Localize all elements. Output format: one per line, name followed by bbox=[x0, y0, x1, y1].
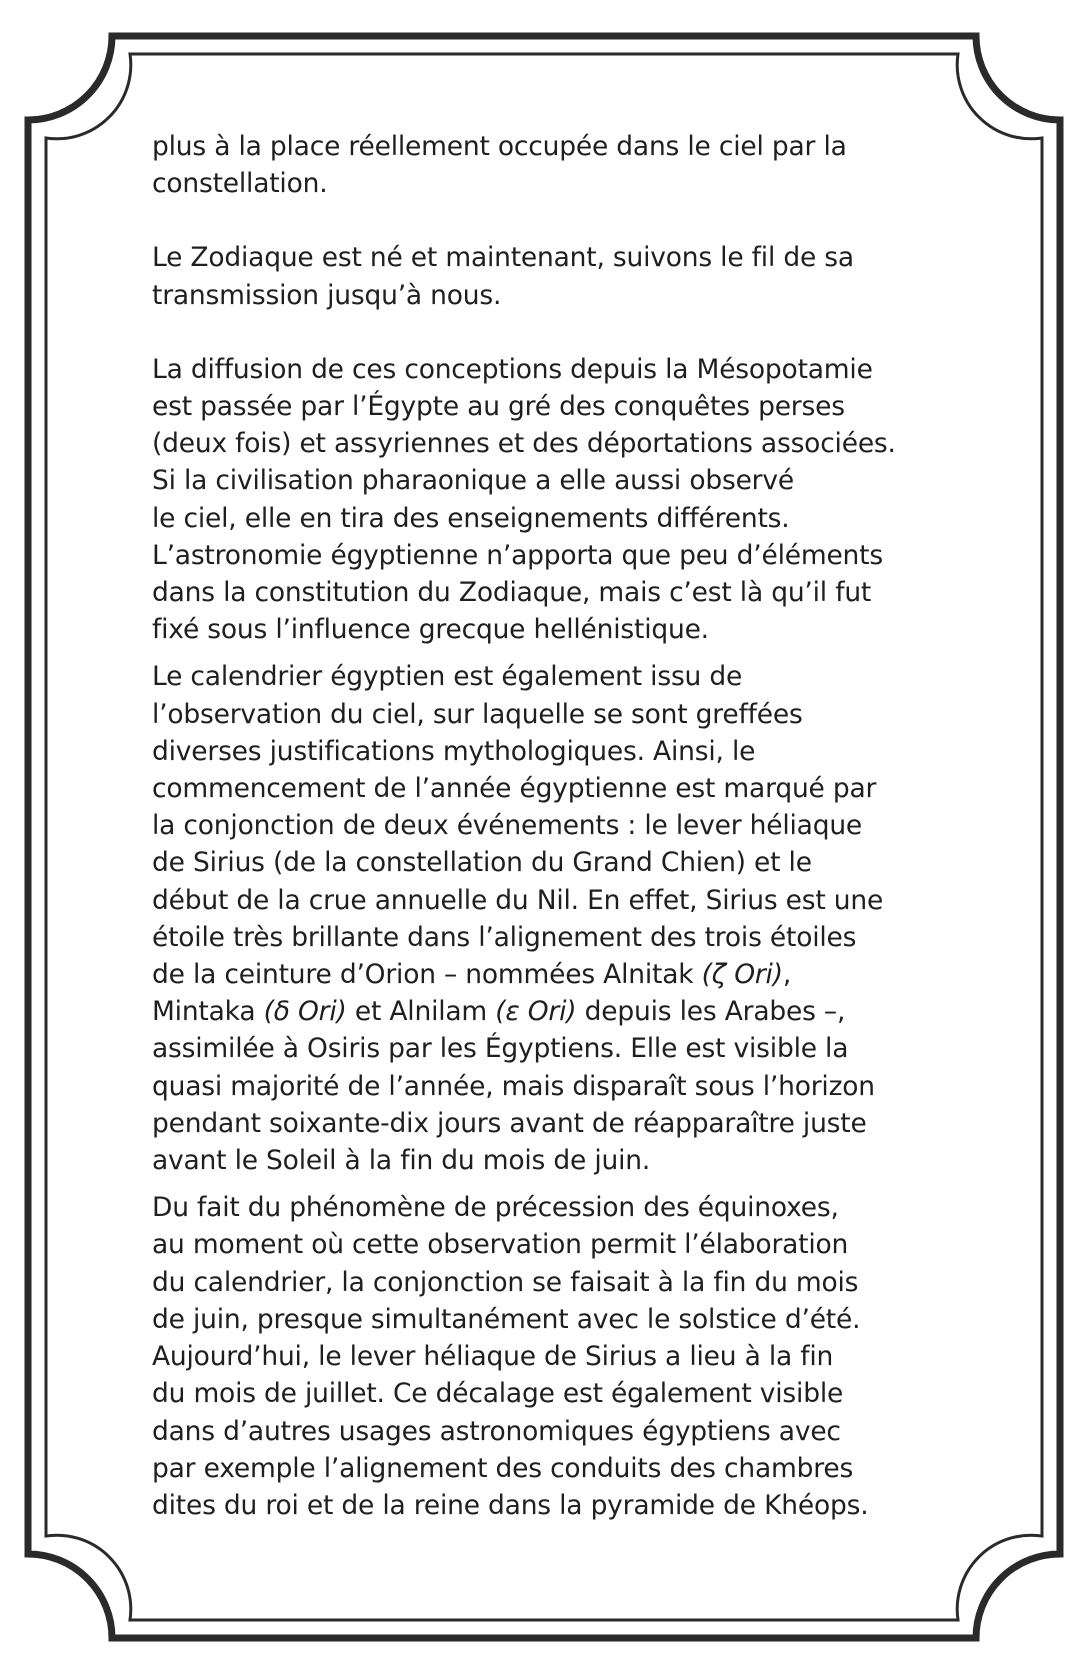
text-line: Si la civilisation pharaonique a elle aussi observé bbox=[152, 465, 794, 497]
text-line: début de la crue annuelle du Nil. En effet, Sirius est une bbox=[152, 884, 884, 916]
star-designation: (ζ Ori) bbox=[701, 959, 783, 991]
text-line: constellation. bbox=[152, 168, 328, 200]
text-body bbox=[152, 128, 932, 1524]
text-run: de la ceinture d’Orion – nommées Alnitak bbox=[152, 959, 702, 991]
text-line: avant le Soleil à la fin du mois de juin. bbox=[152, 1145, 651, 1177]
text-line: quasi majorité de l’année, mais disparaît sous l’horizon bbox=[152, 1070, 875, 1102]
text-line: est passée par l’Égypte au gré des conquêtes perses bbox=[152, 391, 845, 423]
text-line: dans d’autres usages astronomiques égyptiens avec bbox=[152, 1415, 841, 1447]
text-line: dites du roi et de la reine dans la pyramide de Khéops. bbox=[152, 1489, 869, 1521]
text-line: Le Zodiaque est né et maintenant, suivons le fil de sa bbox=[152, 242, 854, 274]
paragraph-gap bbox=[152, 1179, 932, 1189]
text-run: Mintaka bbox=[152, 996, 264, 1028]
text-line: dans la constitution du Zodiaque, mais c’est là qu’il fut bbox=[152, 577, 872, 609]
text-line: Le calendrier égyptien est également issu de bbox=[152, 661, 743, 693]
text-line: assimilée à Osiris par les Égyptiens. Elle est visible la bbox=[152, 1033, 849, 1065]
paragraph-gap bbox=[152, 314, 932, 351]
text-line: plus à la place réellement occupée dans le ciel par la bbox=[152, 131, 847, 162]
text-line: L’astronomie égyptienne n’apporta que peu d’éléments bbox=[152, 539, 883, 571]
text-line: le ciel, elle en tira des enseignements différents. bbox=[152, 502, 790, 534]
text-line: la conjonction de deux événements : le lever héliaque bbox=[152, 810, 863, 842]
paragraph-2 bbox=[152, 239, 932, 313]
text-line: fixé sous l’influence grecque hellénistique. bbox=[152, 614, 709, 646]
text-line: commencement de l’année égyptienne est marqué par bbox=[152, 773, 877, 805]
text-line: pendant soixante-dix jours avant de réapparaître juste bbox=[152, 1107, 867, 1139]
text-line: de Sirius (de la constellation du Grand Chien) et le bbox=[152, 847, 812, 879]
text-line: au moment où cette observation permit l’élaboration bbox=[152, 1229, 849, 1261]
text-line: (deux fois) et assyriennes et des déportations associées. bbox=[152, 428, 896, 460]
text-line: diverses justifications mythologiques. Ainsi, le bbox=[152, 735, 756, 767]
text-line: de juin, presque simultanément avec le solstice d’été. bbox=[152, 1303, 861, 1335]
paragraph-3 bbox=[152, 351, 932, 649]
text-line: Du fait du phénomène de précession des équinoxes, bbox=[152, 1192, 839, 1224]
text-line: Aujourd’hui, le lever héliaque de Sirius a lieu à la fin bbox=[152, 1341, 834, 1373]
paragraph-1 bbox=[152, 128, 932, 202]
paragraph-4 bbox=[152, 658, 932, 1179]
text-line: par exemple l’alignement des conduits des chambres bbox=[152, 1452, 854, 1484]
text-line: du calendrier, la conjonction se faisait à la fin du mois bbox=[152, 1266, 859, 1298]
star-designation: (δ Ori) bbox=[263, 996, 347, 1028]
text-line: transmission jusqu’à nous. bbox=[152, 279, 502, 311]
text-run: , bbox=[782, 959, 792, 991]
text-line: l’observation du ciel, sur laquelle se sont greffées bbox=[152, 698, 803, 730]
text-line: La diffusion de ces conceptions depuis la Mésopotamie bbox=[152, 353, 873, 385]
text-line bbox=[152, 956, 932, 993]
text-run: et Alnilam bbox=[346, 996, 496, 1028]
text-line: étoile très brillante dans l’alignement des trois étoiles bbox=[152, 921, 857, 953]
star-designation: (ε Ori) bbox=[495, 996, 577, 1028]
text-line: du mois de juillet. Ce décalage est également visible bbox=[152, 1378, 844, 1410]
paragraph-gap bbox=[152, 202, 932, 239]
paragraph-5 bbox=[152, 1189, 932, 1524]
paragraph-gap bbox=[152, 648, 932, 658]
text-run: depuis les Arabes –, bbox=[576, 996, 846, 1028]
text-line bbox=[152, 993, 932, 1030]
